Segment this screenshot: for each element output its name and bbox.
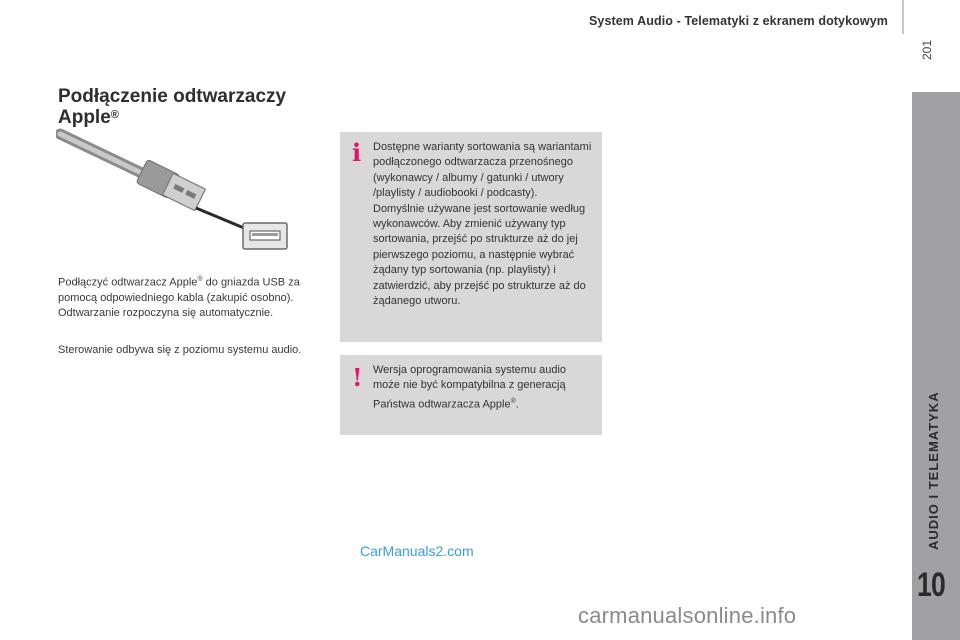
registered-mark: ® — [510, 397, 516, 405]
chapter-side-tab — [912, 92, 960, 640]
header-divider — [902, 0, 904, 34]
warning-text-start: Wersja oprogramowania systemu audio może nie być kompatybilna z generacją Państwa odtwarzacza Apple — [373, 364, 566, 411]
page-number: 201 — [920, 39, 934, 60]
usb-cable-illustration — [56, 128, 296, 252]
info-box-text-2: Domyślnie używane jest sortowanie według wykonawców. Aby zmienić używany typ sortowania, przejść po strukturze aż do jej pierwszego poziomu, a następnie wybrać żądany typ sortowania (np. playlisty) i zatwierdzić, aby przejść po strukturze aż do żądanego utworu. — [373, 202, 586, 308]
registered-mark: ® — [197, 276, 203, 283]
warning-box-text — [373, 363, 595, 413]
chapter-number: 10 — [917, 566, 945, 604]
watermark-carmanualsonline: carmanualsonline.info — [578, 603, 797, 628]
section-title-line1: Podłączenie odtwarzaczy — [58, 86, 287, 107]
section-title — [58, 86, 318, 128]
chapter-label: AUDIO I TELEMATYKA — [926, 391, 941, 550]
body-paragraph-connect — [58, 272, 323, 321]
section-title-line2: Apple — [58, 107, 111, 128]
pointer-line — [196, 208, 244, 228]
body-text-autoplay: Odtwarzanie rozpoczyna się automatycznie. — [58, 306, 274, 319]
watermark-carmanuals2: CarManuals2.com — [360, 543, 474, 559]
usb-cable-icon — [60, 134, 205, 211]
info-box-text — [373, 140, 595, 309]
body-paragraph-control: Sterowanie odbywa się z poziomu systemu audio. — [58, 344, 302, 356]
warning-icon: ! — [352, 363, 363, 392]
body-text-connect-start: Podłączyć odtwarzacz Apple — [58, 276, 198, 289]
info-box-text-1: Dostępne warianty sortowania są wariantami podłączonego odtwarzacza przenośnego (wykonawcy / albumy / gatunki / utwory /playlisty / audiobooki / podcasty). — [373, 141, 592, 200]
registered-mark: ® — [110, 109, 119, 121]
warning-text-end: . — [515, 398, 519, 411]
header-title: System Audio - Telematyki z ekranem dotykowym — [588, 14, 888, 28]
warning-box — [340, 355, 602, 435]
body-text-connect-end: do gniazda USB za pomocą odpowiedniego kabla (zakupić osobno). — [58, 276, 300, 304]
info-icon: i — [352, 138, 362, 167]
usb-port-icon — [243, 223, 287, 249]
info-box — [340, 132, 602, 342]
